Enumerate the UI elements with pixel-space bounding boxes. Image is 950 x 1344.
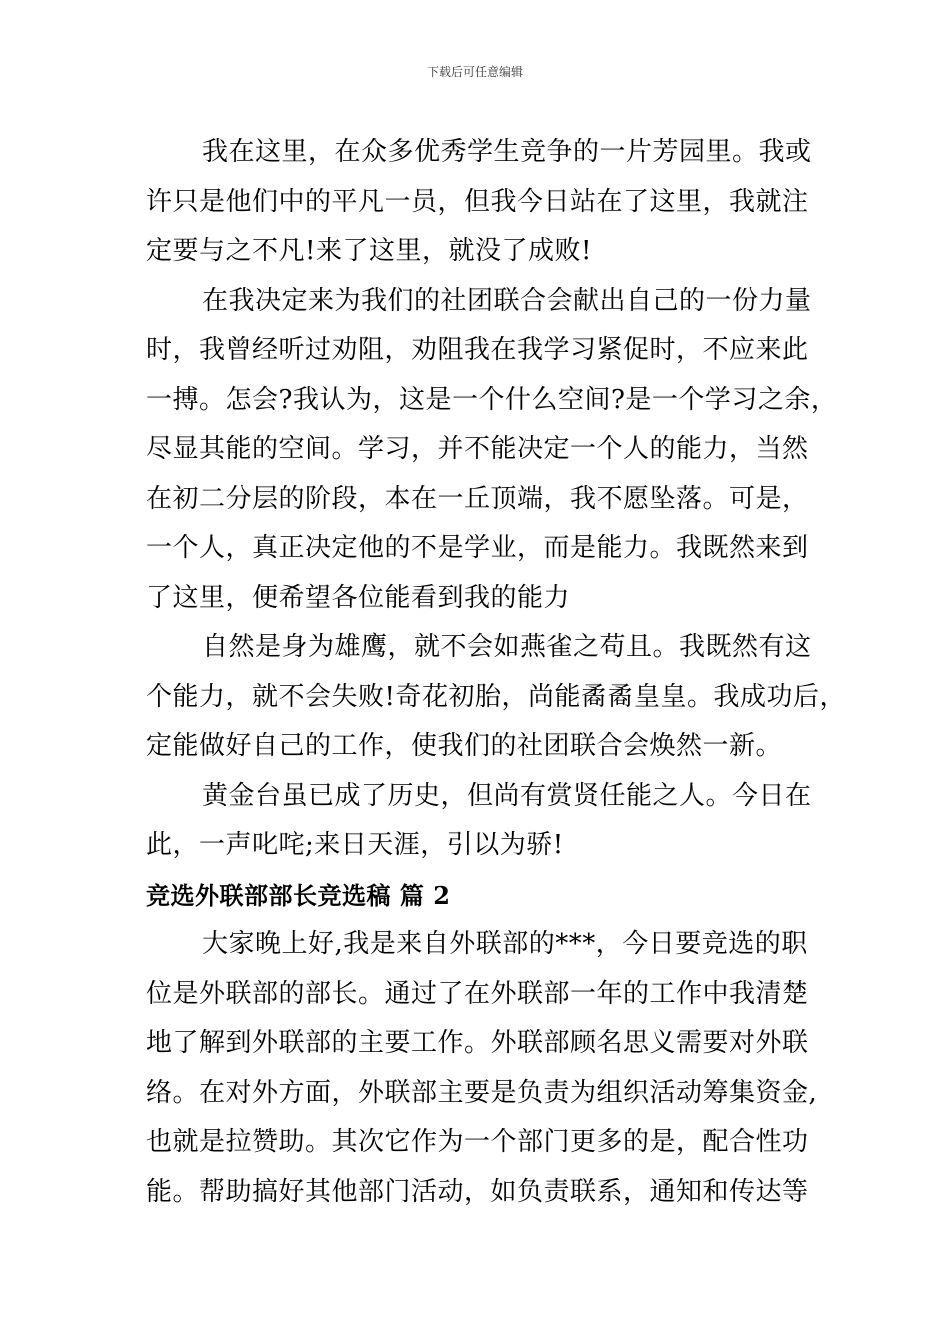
paragraph-line: 定能做好自己的工作，使我们的社团联合会焕然一新。: [146, 731, 783, 761]
paragraph-4: [146, 772, 834, 871]
document-body: [146, 128, 846, 1217]
section-title: 竞选外联部部长竞选稿 篇 2: [146, 880, 451, 910]
paragraph-1: [146, 128, 834, 277]
paragraph-line: 位是外联部的部长。通过了在外联部一年的工作中我清楚: [146, 978, 809, 1009]
paragraph-line: 许只是他们中的平凡一员，但我今日站在了这里，我就注: [146, 186, 809, 217]
paragraph-5: [146, 920, 834, 1217]
paragraph-line: 我在这里，在众多优秀学生竞争的一片芳园里。我或: [202, 137, 812, 167]
paragraph-line: 此，一声叱咤;来日天涯，引以为骄!: [146, 830, 564, 860]
paragraph-line: 一个人，真正决定他的不是学业，而是能力。我既然来到: [146, 533, 809, 563]
paragraph-line: 地了解到外联部的主要工作。外联部顾名思义需要对外联: [146, 1028, 809, 1058]
paragraph-3: [146, 623, 846, 772]
paragraph-line: 个能力，就不会失败!奇花初胎，尚能矞矞皇皇。我成功后，: [146, 681, 846, 712]
paragraph-line: 在初二分层的阶段，本在一丘顶端，我不愿坠落。可是，: [146, 483, 809, 514]
paragraph-2: [146, 277, 838, 624]
paragraph-line: 大家晚上好,我是来自外联部的***，今日要竞选的职: [202, 929, 808, 959]
paragraph-line: 自然是身为雄鹰，就不会如燕雀之苟且。我既然有这: [202, 632, 812, 662]
paragraph-line: 也就是拉赞助。其次它作为一个部门更多的是，配合性功: [146, 1127, 809, 1157]
paragraph-line: 一搏。怎会?我认为，这是一个什么空间?是一个学习之余，: [146, 384, 838, 415]
header-note: 下载后可任意编辑: [426, 65, 523, 79]
paragraph-line: 了这里，便希望各位能看到我的能力: [146, 582, 571, 613]
paragraph-line: 络。在对外方面，外联部主要是负责为组织活动筹集资金,: [146, 1077, 818, 1108]
paragraph-line: 黄金台虽已成了历史，但尚有赏贤任能之人。今日在: [202, 780, 812, 811]
paragraph-line: 在我决定来为我们的社团联合会献出自己的一份力量: [202, 285, 812, 316]
paragraph-line: 尽显其能的空间。学习，并不能决定一个人的能力，当然: [146, 434, 809, 464]
paragraph-line: 时，我曾经听过劝阻，劝阻我在我学习紧促时，不应来此: [146, 335, 809, 365]
paragraph-line: 定要与之不凡!来了这里，就没了成败!: [146, 236, 592, 266]
paragraph-line: 能。帮助搞好其他部门活动，如负责联系，通知和传达等: [146, 1176, 809, 1207]
